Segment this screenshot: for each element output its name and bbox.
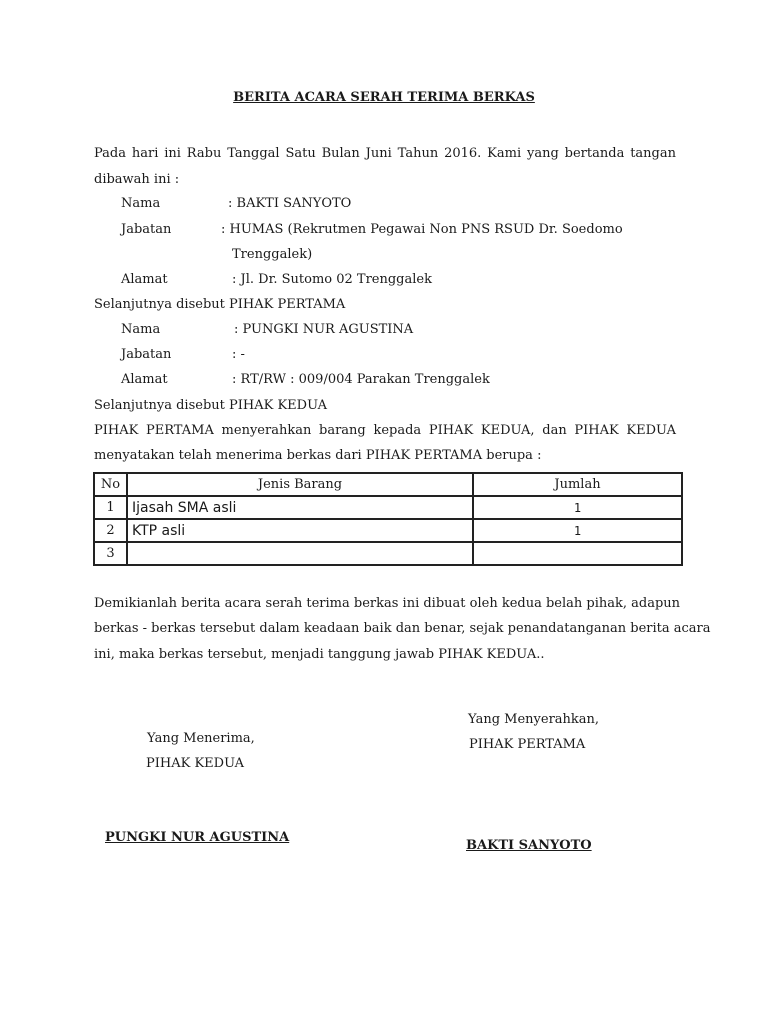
receiver-role: PIHAK KEDUA [146,756,245,771]
first-party-position-label: Jabatan [121,222,172,237]
table-row [94,496,682,519]
intro-line-2: dibawah ini : [94,172,180,187]
row-qty: 1 [473,519,682,542]
first-party-address-label: Alamat [121,272,168,287]
second-party-designation: Selanjutnya disebut PIHAK KEDUA [94,398,328,413]
second-party-position-value: : - [232,347,245,362]
receiver-title: Yang Menerima, [147,731,255,746]
receiver-name: PUNGKI NUR AGUSTINA [105,830,290,845]
row-no: 1 [94,496,127,519]
items-table [93,472,683,566]
first-party-designation: Selanjutnya disebut PIHAK PERTAMA [94,297,346,312]
closing-line-2: berkas - berkas tersebut dalam keadaan baik dan benar, sejak penandatanganan berita acara [94,621,711,636]
row-item [127,542,473,565]
giver-title: Yang Menyerahkan, [468,712,600,727]
table-row [94,542,682,565]
intro-line-1: Pada hari ini Rabu Tanggal Satu Bulan Juni Tahun 2016. Kami yang bertanda tangan [94,146,676,161]
second-party-address-label: Alamat [121,372,168,387]
row-no: 2 [94,519,127,542]
closing-line-3: ini, maka berkas tersebut, menjadi tanggung jawab PIHAK KEDUA.. [94,647,545,662]
first-party-position-value-cont: Trenggalek) [232,247,313,262]
row-qty [473,542,682,565]
row-qty: 1 [473,496,682,519]
first-party-name-label: Nama [121,196,161,211]
document-title: BERITA ACARA SERAH TERIMA BERKAS [233,90,535,105]
closing-line-1: Demikianlah berita acara serah terima berkas ini dibuat oleh kedua belah pihak, adapun [94,596,681,611]
statement-line-2: menyatakan telah menerima berkas dari PIHAK PERTAMA berupa : [94,448,542,463]
first-party-position-value: : HUMAS (Rekrutmen Pegawai Non PNS RSUD Dr. Soedomo [221,222,623,237]
first-party-name-value: : BAKTI SANYOTO [228,196,352,211]
header-item: Jenis Barang [127,473,473,496]
second-party-name-label: Nama [121,322,161,337]
second-party-address-value: : RT/RW : 009/004 Parakan Trenggalek [232,372,490,387]
table-row [94,519,682,542]
giver-name: BAKTI SANYOTO [466,838,592,853]
row-no: 3 [94,542,127,565]
statement-line-1: PIHAK PERTAMA menyerahkan barang kepada PIHAK KEDUA, dan PIHAK KEDUA [94,423,676,438]
second-party-name-value: : PUNGKI NUR AGUSTINA [234,322,414,337]
first-party-address-value: : Jl. Dr. Sutomo 02 Trenggalek [232,272,432,287]
header-qty: Jumlah [473,473,682,496]
row-item: KTP asli [127,519,473,542]
row-item: Ijasah SMA asli [127,496,473,519]
giver-role: PIHAK PERTAMA [469,737,586,752]
second-party-position-label: Jabatan [121,347,172,362]
table-header-row [94,473,682,496]
header-no: No [94,473,127,496]
